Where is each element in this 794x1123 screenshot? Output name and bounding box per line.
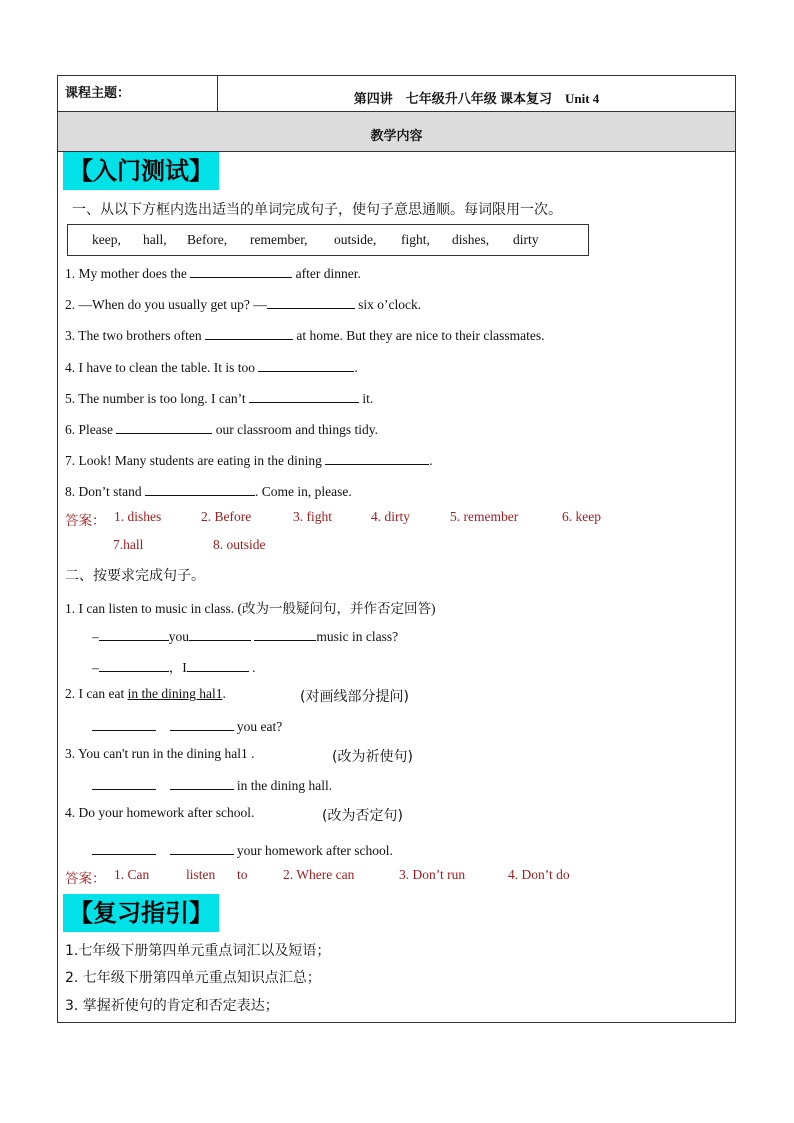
answers-part1: 答案： — [65, 513, 106, 529]
answer-item: 1. dishes — [114, 509, 162, 524]
answer-item: 3. Don’t run — [399, 867, 466, 882]
answer-blank[interactable] — [267, 295, 355, 309]
answer-item: 5. remember — [450, 509, 519, 524]
answer-blank[interactable] — [249, 389, 359, 403]
task-2: 2. I can eat in the dining hal1. — [65, 686, 226, 701]
answer-blank[interactable] — [92, 776, 156, 790]
answer-item: 4. Don’t do — [508, 867, 570, 882]
task-2-note: (对画线部分提问) — [300, 689, 409, 705]
answer-blank[interactable] — [170, 776, 234, 790]
task-2-line: you eat? — [92, 717, 282, 735]
question-8: 8. Don’t stand . Come in, please. — [65, 484, 352, 499]
question-2: 2. —When do you usually get up? — six o’clock. — [65, 297, 422, 312]
task-1: 1. I can listen to music in class. (改为一般疑问句，并作否定回答) — [65, 601, 436, 616]
review-item: 1.七年级下册第四单元重点词汇以及短语； — [65, 943, 331, 959]
answer-blank[interactable] — [170, 717, 234, 731]
review-item: 3. 掌握祈使句的肯定和否定表达； — [65, 998, 279, 1014]
question-5: 5. The number is too long. I can’t it. — [65, 391, 374, 406]
task-1-line-2: – ，I . — [92, 660, 256, 675]
answer-item: 2. Before — [201, 509, 252, 524]
word-bank-box — [67, 224, 589, 256]
question-3: 3. The two brothers often at home. But they are nice to their classmates. — [65, 328, 545, 343]
answer-blank[interactable] — [190, 264, 292, 278]
task-3: 3. You can't run in the dining hal1 . — [65, 746, 255, 761]
answer-blank[interactable] — [258, 358, 354, 372]
answer-blank[interactable] — [116, 420, 212, 434]
answer-blank[interactable] — [92, 841, 156, 855]
part2-instruction: 二、按要求完成句子。 — [65, 568, 205, 584]
underlined-phrase: in the dining hal1 — [127, 686, 223, 701]
question-1: 1. My mother does the after dinner. — [65, 266, 361, 281]
answer-item: 3. fight — [293, 509, 332, 524]
question-7: 7. Look! Many students are eating in the dining . — [65, 453, 433, 468]
word-bank-item: dishes, — [452, 232, 490, 247]
answer-blank[interactable] — [205, 326, 293, 340]
section-badge-review-guide: 【复习指引】 — [63, 894, 219, 932]
answer-item: 8. outside — [213, 537, 266, 552]
topic-label: 课程主题： — [58, 76, 218, 112]
answer-blank[interactable] — [92, 717, 156, 731]
part1-instruction: 一、从以下方框内选出适当的单词完成句子，使句子意思通顺。每词限用一次。 — [72, 202, 562, 218]
question-4: 4. I have to clean the table. It is too . — [65, 360, 358, 375]
content-label: 教学内容 — [58, 112, 735, 152]
task-4: 4. Do your homework after school. — [65, 805, 255, 820]
answer-blank[interactable] — [325, 451, 429, 465]
answer-blank[interactable] — [189, 627, 251, 641]
word-bank-item: outside, — [334, 232, 377, 247]
answer-blank[interactable] — [254, 627, 316, 641]
header-row — [58, 76, 735, 112]
task-3-note: (改为祈使句) — [332, 749, 413, 765]
word-bank-item: remember, — [250, 232, 308, 247]
answers-part2-label: 答案： — [65, 871, 106, 887]
word-bank-item: keep, — [92, 232, 121, 247]
answer-item: 7.hall — [113, 537, 144, 552]
answer-blank[interactable] — [99, 658, 169, 672]
answer-blank[interactable] — [145, 482, 255, 496]
answer-blank[interactable] — [99, 627, 169, 641]
question-6: 6. Please our classroom and things tidy. — [65, 422, 378, 437]
review-item: 2. 七年级下册第四单元重点知识点汇总； — [65, 970, 321, 986]
word-bank-item: hall, — [143, 232, 167, 247]
answer-blank[interactable] — [187, 658, 249, 672]
answer-item: 6. keep — [562, 509, 601, 524]
task-1-line-1: – you music in class? — [92, 629, 399, 644]
topic-title: 第四讲 七年级升八年级 课本复习 Unit 4 — [353, 91, 600, 106]
answer-item: 2. Where can — [283, 867, 355, 882]
task-4-note: (改为否定句) — [322, 808, 403, 824]
task-4-line: your homework after school. — [92, 841, 393, 859]
section-badge-entry-test: 【入门测试】 — [63, 152, 219, 190]
answer-item: to — [237, 867, 248, 882]
answer-item: 4. dirty — [371, 509, 410, 524]
word-bank-item: fight, — [401, 232, 430, 247]
word-bank-item: Before, — [187, 232, 228, 247]
word-bank-item: dirty — [513, 232, 539, 247]
answer-blank[interactable] — [170, 841, 234, 855]
task-3-line: in the dining hall. — [92, 776, 332, 794]
answer-item: 1. Can — [114, 867, 150, 882]
answer-item: listen — [186, 867, 216, 882]
